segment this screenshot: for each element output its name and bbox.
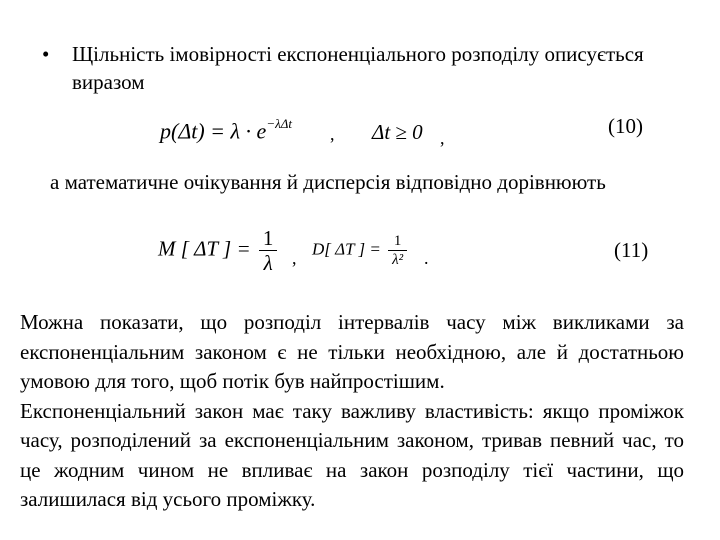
intro-line: а математичне очікування й дисперсія відповідно дорівнюють <box>50 170 606 194</box>
equation-number-10: (10) <box>608 114 643 138</box>
bullet-text: Щільність імовірності експоненціального розподілу описується виразом <box>72 42 644 94</box>
formula-variance-denominator: λ² <box>392 252 404 268</box>
formula-variance-numerator: 1 <box>388 232 407 251</box>
formula-variance-lhs: D[ ΔT ] = <box>312 239 381 259</box>
formula-mean-fraction <box>259 226 278 275</box>
formula-mean-comma: , <box>292 248 297 268</box>
formula-mean-denominator: λ <box>263 251 273 275</box>
main-text <box>20 308 684 515</box>
formula-variance <box>312 232 410 269</box>
formula-density <box>160 118 292 144</box>
formula-mean <box>158 226 280 275</box>
formula-density-comma-2: , <box>440 128 445 148</box>
bullet-marker: • <box>42 42 50 66</box>
formula-density-comma: , <box>330 124 335 144</box>
paragraph-2: Експоненціальний закон має таку важливу властивість: якщо проміжок часу, розподілений за експоненціальним законом, тривав певний час, то це жодним чином не впливає на закон розподілу тієї частини, що залишилася від усього проміжку. <box>20 398 684 511</box>
paragraph-1: Можна показати, що розподіл інтервалів часу між викликами за експоненціальним законом є не тільки необхідною, але й достатньою умовою для того, щоб потік був найпростішим. <box>20 310 684 393</box>
formula-density-condition: Δt ≥ 0 <box>372 120 423 144</box>
formula-density-lhs: p(Δt) = λ · e <box>160 118 267 144</box>
formula-variance-period: . <box>424 248 429 268</box>
formula-variance-fraction <box>388 232 407 269</box>
formula-density-exponent: −λΔt <box>266 116 292 131</box>
formula-mean-numerator: 1 <box>259 226 278 251</box>
formula-mean-lhs: M [ ΔT ] = <box>158 236 251 261</box>
equation-number-11: (11) <box>614 238 649 262</box>
